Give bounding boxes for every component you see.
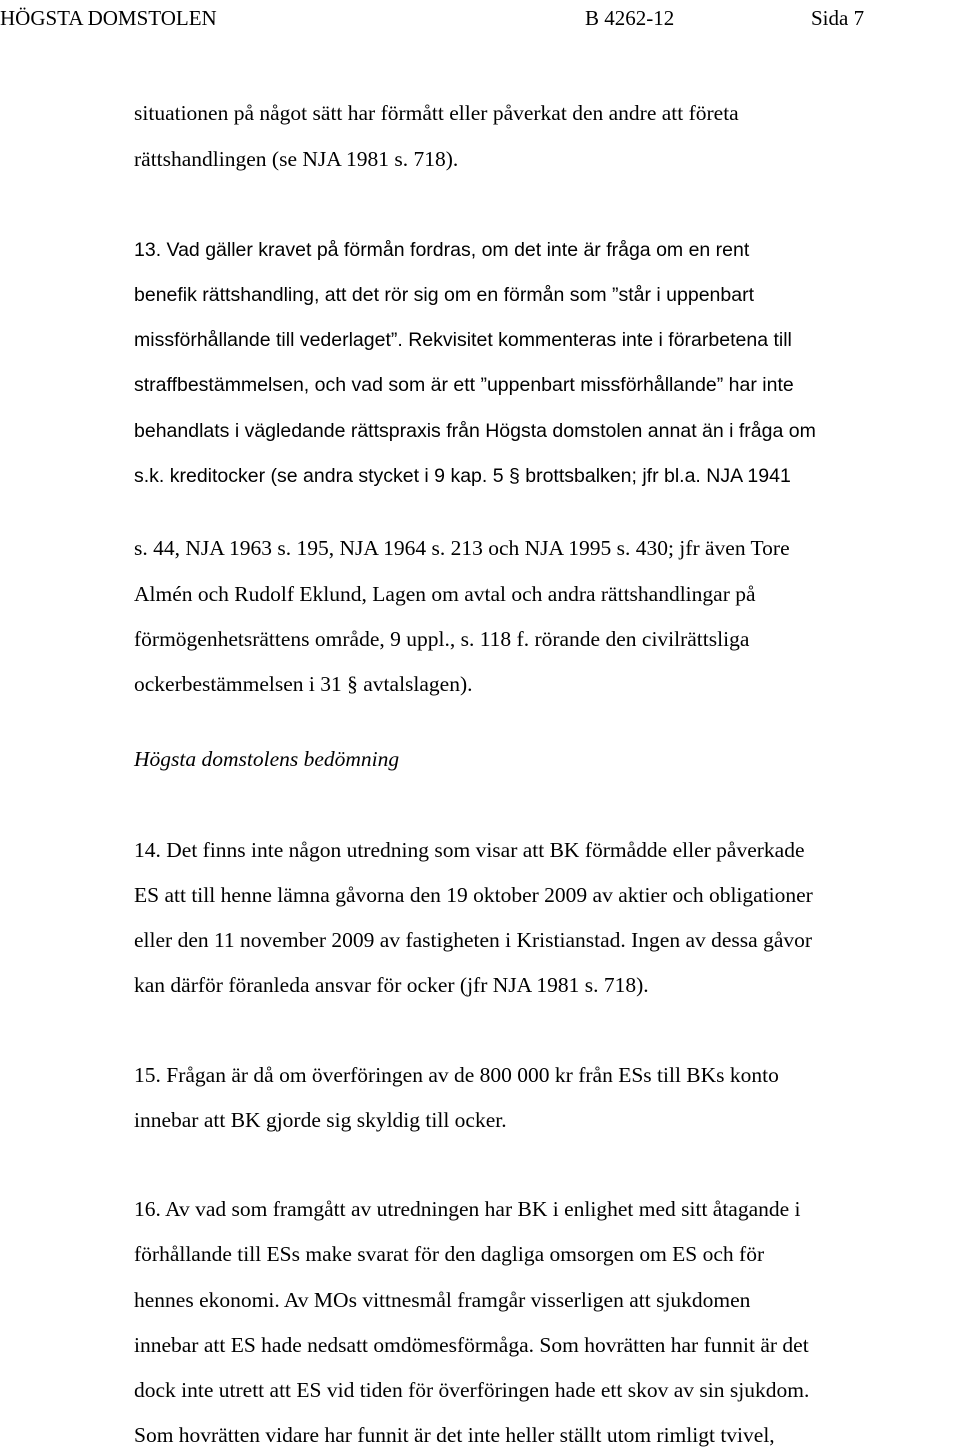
- paragraph-14-line: kan därför föranleda ansvar för ocker (jfr NJA 1981 s. 718).: [134, 973, 649, 997]
- section-heading: Högsta domstolens bedömning: [134, 747, 400, 771]
- page-header: [0, 3, 960, 33]
- paragraph-13-line: 13. Vad gäller kravet på förmån fordras, om det inte är fråga om en rent: [134, 239, 750, 261]
- paragraph-16-line: förhållande till ESs make svarat för den dagliga omsorgen om ES och för: [134, 1242, 765, 1266]
- court-name: HÖGSTA DOMSTOLEN: [0, 6, 217, 30]
- paragraph-16-line: 16. Av vad som framgått av utredningen har BK i enlighet med sitt åtagande i: [134, 1197, 801, 1221]
- paragraph-13-line: s.k. kreditocker (se andra stycket i 9 kap. 5 § brottsbalken; jfr bl.a. NJA 1941: [134, 465, 791, 487]
- text-line: s. 44, NJA 1963 s. 195, NJA 1964 s. 213 och NJA 1995 s. 430; jfr även Tore: [134, 536, 790, 560]
- paragraph-16-line: Som hovrätten vidare har funnit är det inte heller ställt utom rimligt tvivel,: [134, 1423, 775, 1447]
- paragraph-16-line: dock inte utrett att ES vid tiden för överföringen hade ett skov av sin sjukdom.: [134, 1378, 810, 1402]
- paragraph-15-line: 15. Frågan är då om överföringen av de 800 000 kr från ESs till BKs konto: [134, 1063, 779, 1087]
- paragraph-14-line: ES att till henne lämna gåvorna den 19 oktober 2009 av aktier och obligationer: [134, 883, 813, 907]
- text-line: ockerbestämmelsen i 31 § avtalslagen).: [134, 672, 473, 696]
- paragraph-13-line: benefik rättshandling, att det rör sig om en förmån som ”står i uppenbart: [134, 284, 754, 306]
- paragraph-16-line: innebar att ES hade nedsatt omdömesförmåga. Som hovrätten har funnit är det: [134, 1333, 809, 1357]
- page-number: Sida 7: [811, 6, 865, 30]
- paragraph-16-line: hennes ekonomi. Av MOs vittnesmål framgår visserligen att sjukdomen: [134, 1288, 751, 1312]
- text-line: situationen på något sätt har förmått eller påverkat den andre att företa: [134, 101, 739, 125]
- text-line: Almén och Rudolf Eklund, Lagen om avtal och andra rättshandlingar på: [134, 582, 756, 606]
- paragraph-13-line: straffbestämmelsen, och vad som är ett ”uppenbart missförhållande” har inte: [134, 374, 794, 396]
- paragraph-13-line: behandlats i vägledande rättspraxis från Högsta domstolen annat än i fråga om: [134, 420, 816, 442]
- case-number: B 4262-12: [585, 6, 675, 30]
- text-line: rättshandlingen (se NJA 1981 s. 718).: [134, 147, 459, 171]
- paragraph-14-line: 14. Det finns inte någon utredning som visar att BK förmådde eller påverkade: [134, 838, 805, 862]
- paragraph-13-line: missförhållande till vederlaget”. Rekvisitet kommenteras inte i förarbetena till: [134, 329, 792, 351]
- paragraph-14-line: eller den 11 november 2009 av fastigheten i Kristianstad. Ingen av dessa gåvor: [134, 928, 813, 952]
- paragraph-15-line: innebar att BK gjorde sig skyldig till ocker.: [134, 1108, 507, 1132]
- text-line: förmögenhetsrättens område, 9 uppl., s. 118 f. rörande den civilrättsliga: [134, 627, 750, 651]
